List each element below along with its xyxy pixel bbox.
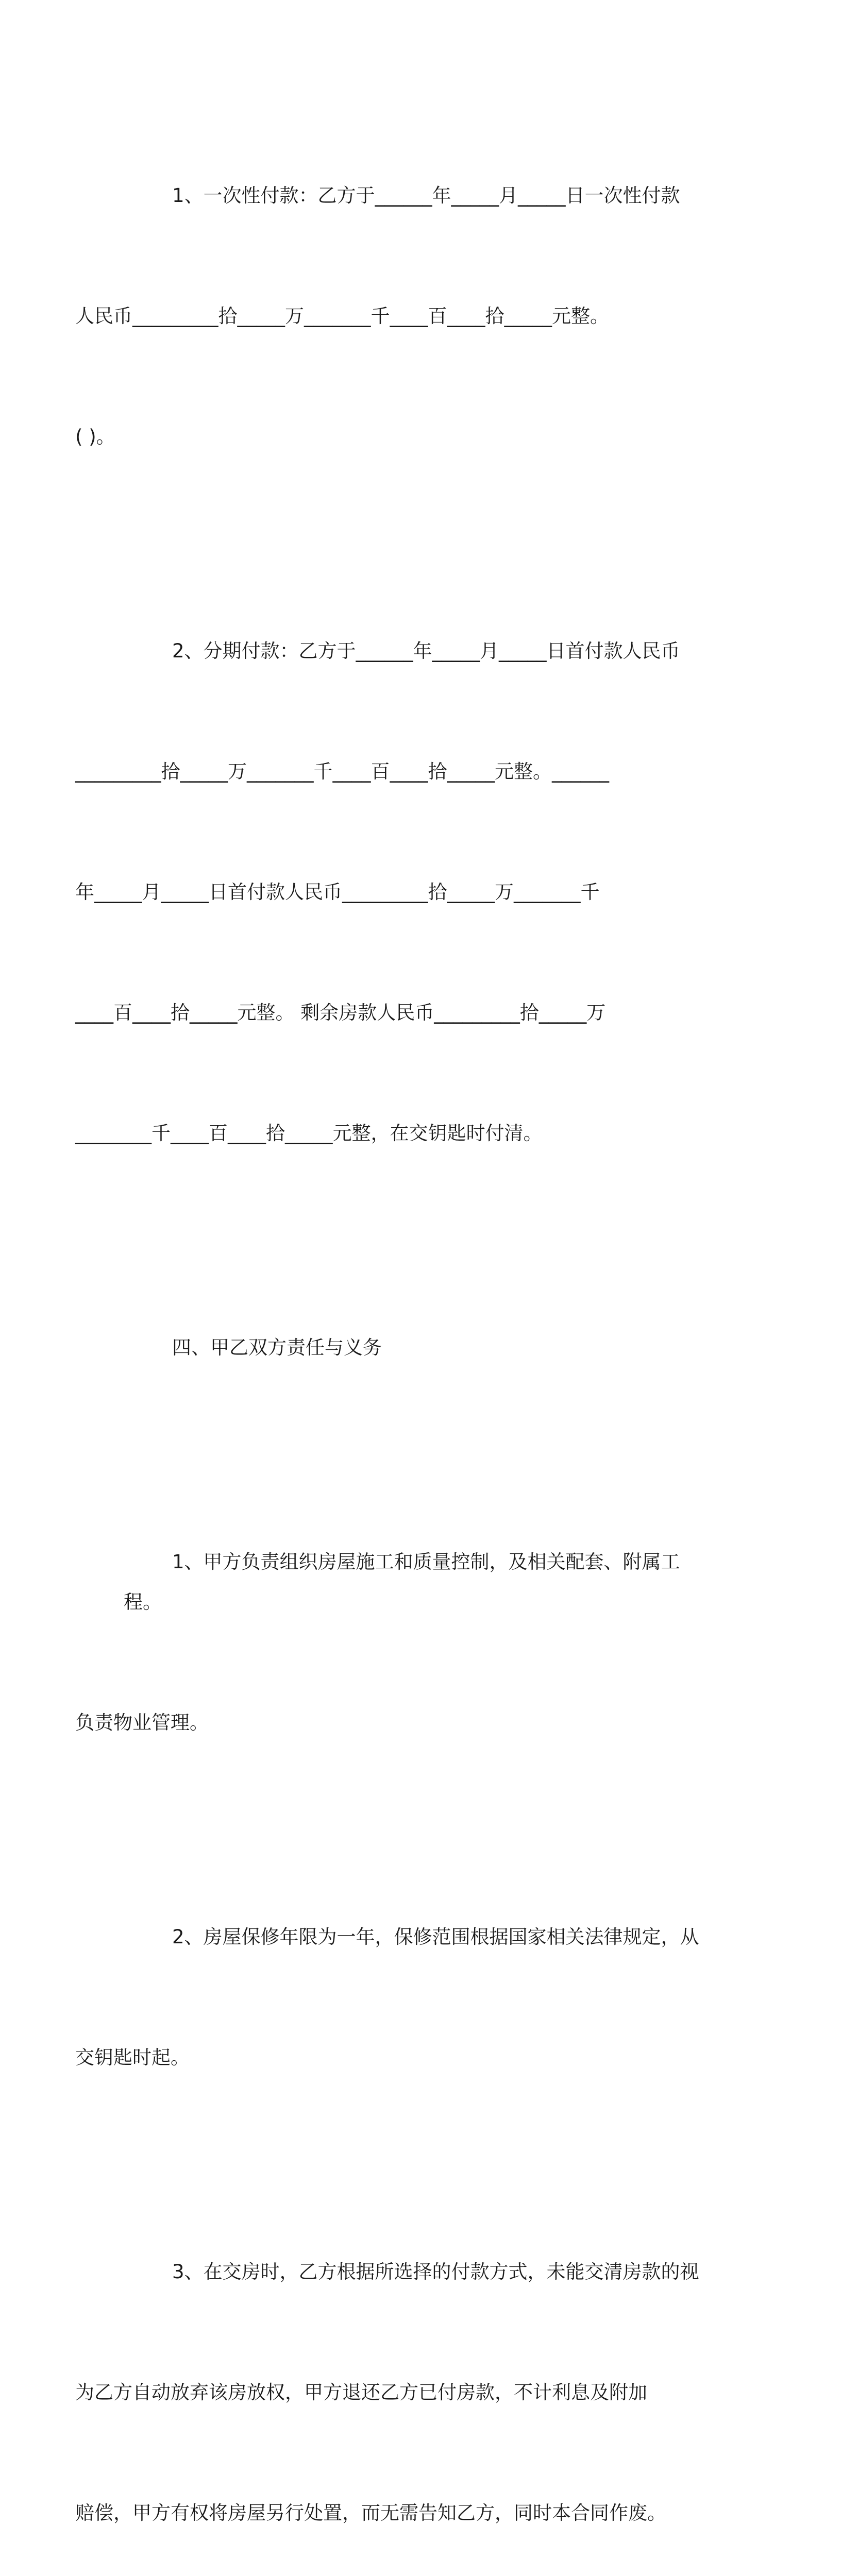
text-line: ________千____百____拾_____元整，在交钥匙时付清。 <box>75 1122 543 1144</box>
clause-handover-default <box>75 2172 709 2576</box>
text-line: 负责物业管理。 <box>75 1711 209 1734</box>
text-line: 为乙方自动放弃该房放权，甲方退还乙方已付房款，不计利息及附加 <box>75 2381 647 2403</box>
text-line: 1、一次性付款：乙方于______年_____月_____日一次性付款 <box>172 184 680 207</box>
clause-party-a-duties <box>75 1462 709 1823</box>
clause-installment-payment <box>75 551 709 1234</box>
text-line: 交钥匙时起。 <box>75 2046 190 2069</box>
text-line: 1、甲方负责组织房屋施工和质量控制，及相关配套、附属工程。 <box>124 1551 680 1613</box>
text-line: ( )。 <box>75 426 115 448</box>
clause-warranty <box>75 1837 709 2158</box>
document-body <box>75 95 709 2576</box>
text-line: 人民币_________拾_____万_______千____百____拾_____元整。 <box>75 305 609 327</box>
text-line: _________拾_____万_______千____百____拾_____元整。______ <box>75 760 609 783</box>
text-line: 3、在交房时，乙方根据所选择的付款方式，未能交清房款的视 <box>172 2261 699 2283</box>
clause-lump-sum-payment <box>75 95 709 537</box>
text-line: 赔偿，甲方有权将房屋另行处置，而无需告知乙方，同时本合同作废。 <box>75 2502 666 2524</box>
text-line: 四、甲乙双方责任与义务 <box>172 1336 382 1359</box>
text-line: ____百____拾_____元整。 剩余房款人民币_________拾_____万 <box>75 1002 606 1024</box>
text-line: 年_____月_____日首付款人民币_________拾_____万_______千 <box>75 881 600 903</box>
text-line: 2、分期付款：乙方于______年_____月_____日首付款人民币 <box>172 640 680 662</box>
section-heading <box>124 1247 709 1448</box>
text-line: 2、房屋保修年限为一年，保修范围根据国家相关法律规定，从 <box>172 1926 699 1948</box>
